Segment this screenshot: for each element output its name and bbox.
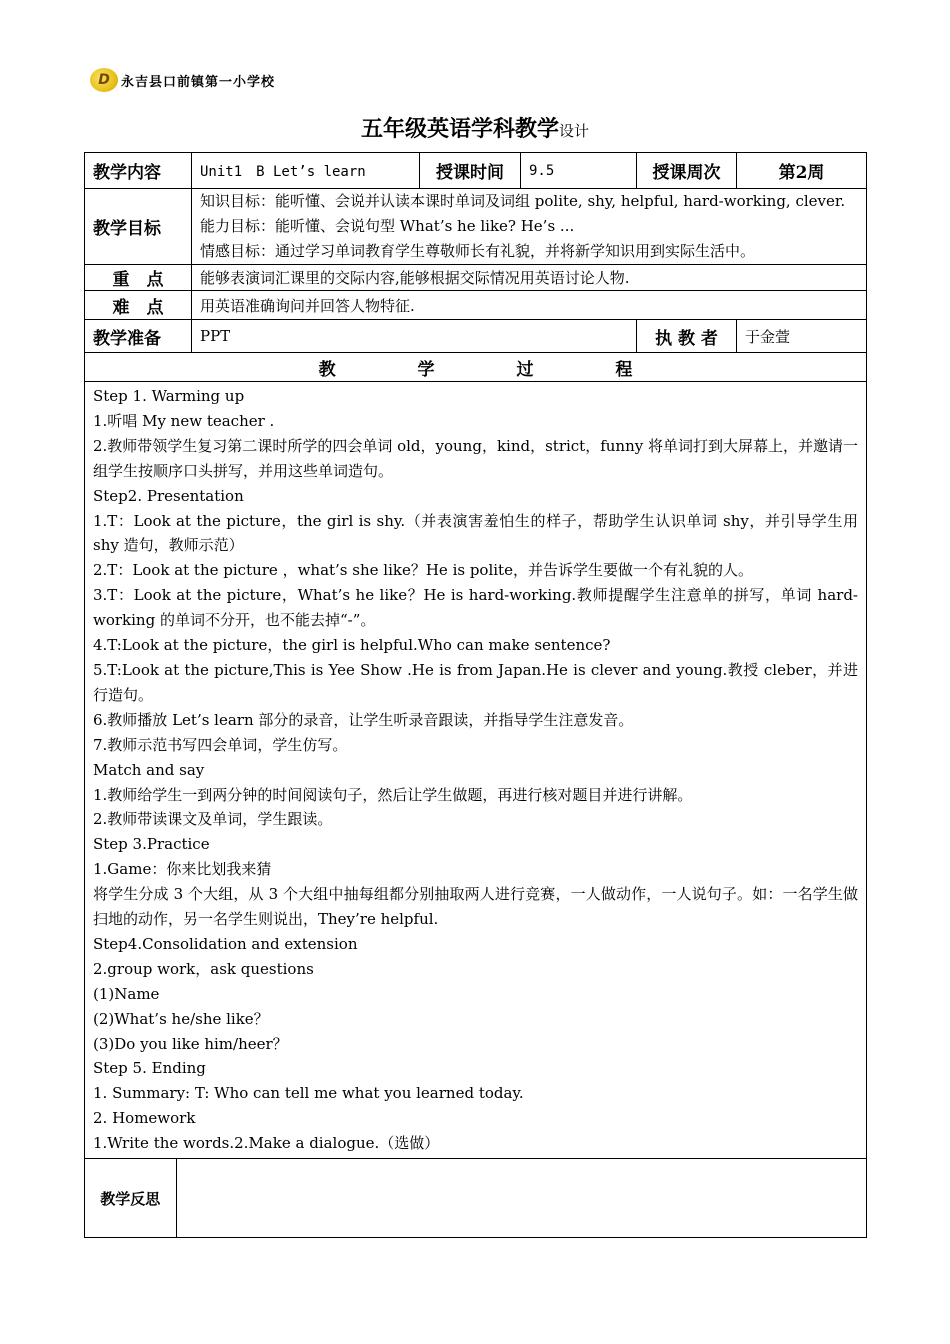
process-heading-row — [85, 353, 867, 382]
process-line: Step4.Consolidation and extension — [93, 934, 358, 953]
objective-ability: 能力目标：能听懂、会说句型 What’s he like? He’s ... — [200, 217, 575, 235]
reflection-value[interactable] — [176, 1159, 866, 1237]
process-heading-char: 学 — [417, 359, 435, 380]
content-label: 教学内容 — [85, 153, 192, 189]
process-line: 2. Homework — [93, 1109, 196, 1128]
document-title — [0, 112, 950, 143]
process-line: 1.Write the words.2.Make a dialogue.（选做） — [93, 1134, 440, 1153]
process-line: 5.T:Look at the picture,This is Yee Show .He is from Japan.He is clever and young.教授 cleber，并进行造句。 — [93, 660, 858, 704]
reflection-row — [85, 1159, 867, 1238]
objective-emotion: 情感目标：通过学习单词教育学生尊敬师长有礼貌，并将新学知识用到实际生活中。 — [200, 242, 756, 260]
lesson-plan-table — [84, 152, 867, 1238]
process-line: 2.教师带读课文及单词，学生跟读。 — [93, 810, 333, 829]
content-value: Unit1 B Let’s learn — [192, 153, 420, 189]
process-line: 6.教师播放 Let’s learn 部分的录音，让学生听录音跟读，并指导学生注意发音。 — [93, 710, 634, 729]
preparation-row — [85, 320, 867, 353]
process-line: Step 3.Practice — [93, 835, 210, 854]
process-line: 1.T：Look at the picture，the girl is shy.（并表演害羞怕生的样子，帮助学生认识单词 shy，并引导学生用 shy 造句，教师示范） — [93, 511, 858, 555]
process-heading-char: 过 — [516, 359, 534, 380]
process-line: 2.group work，ask questions — [93, 959, 314, 978]
process-line: 2.教师带领学生复习第二课时所学的四会单词 old，young，kind，strict，funny 将单词打到大屏幕上，并邀请一组学生按顺序口头拼写，并用这些单词造句。 — [93, 436, 858, 480]
difficulty-row — [85, 291, 867, 320]
objectives-label: 教学目标 — [85, 189, 192, 265]
process-heading-char: 教 — [318, 359, 336, 380]
process-line: 1. Summary: T: Who can tell me what you learned today. — [93, 1084, 524, 1103]
preparation-label: 教学准备 — [85, 320, 192, 353]
title-main: 五年级英语学科教学 — [360, 116, 559, 142]
objective-knowledge: 知识目标：能听懂、会说并认读本课时单词及词组 polite, shy, helpful, hard-working, clever. — [200, 192, 846, 210]
school-name: 永吉县口前镇第一小学校 — [121, 74, 276, 90]
process-heading — [85, 353, 867, 382]
process-line: Step2. Presentation — [93, 486, 244, 505]
process-line: Match and say — [93, 760, 205, 779]
process-line: Step 1. Warming up — [93, 387, 245, 405]
teacher-value: 于金萱 — [737, 320, 867, 353]
process-line: Step 5. Ending — [93, 1059, 206, 1078]
process-line: 1.听唱 My new teacher . — [93, 411, 275, 430]
reflection-cell — [85, 1159, 867, 1238]
week-value: 第2周 — [737, 153, 867, 189]
process-line: 1.Game：你来比划我来猜 — [93, 860, 272, 879]
process-line: 3.T：Look at the picture，What’s he like？He is hard-working.教师提醒学生注意单的拼写，单词 hard-working 的单词不分开，也不能去掉“-”。 — [93, 586, 858, 630]
difficulty-label: 难 点 — [85, 291, 192, 320]
key-point-value: 能够表演词汇课里的交际内容,能够根据交际情况用英语讨论人物. — [192, 265, 867, 291]
reflection-label: 教学反思 — [85, 1159, 176, 1237]
objectives-row — [85, 189, 867, 265]
teacher-label: 执 教 者 — [637, 320, 737, 353]
time-value: 9.5 — [521, 153, 637, 189]
process-line: 7.教师示范书写四会单词，学生仿写。 — [93, 735, 348, 754]
process-line: (2)What’s he/she like？ — [93, 1009, 269, 1028]
reflection-inner — [85, 1159, 866, 1237]
key-point-label: 重 点 — [85, 265, 192, 291]
process-line: (1)Name — [93, 984, 160, 1003]
objectives-content — [192, 189, 867, 265]
process-row — [85, 382, 867, 1159]
week-label: 授课周次 — [637, 153, 737, 189]
difficulty-value: 用英语准确询问并回答人物特征. — [192, 291, 867, 320]
school-header — [90, 68, 275, 92]
process-line: 1.教师给学生一到两分钟的时间阅读句子，然后让学生做题，再进行核对题目并进行讲解。 — [93, 785, 693, 804]
process-line: 将学生分成 3 个大组，从 3 个大组中抽每组都分别抽取两人进行竞赛，一人做动作，一人说句子。如：一名学生做扫地的动作，另一名学生则说出，They’re helpful. — [93, 885, 858, 929]
key-point-row — [85, 265, 867, 291]
preparation-value: PPT — [192, 320, 637, 353]
process-line: 2.T：Look at the picture ，what’s she like？He is polite，并告诉学生要做一个有礼貌的人。 — [93, 561, 753, 580]
info-row — [85, 153, 867, 189]
process-line: (3)Do you like him/heer？ — [93, 1034, 288, 1053]
title-sub: 设计 — [559, 122, 590, 140]
time-label: 授课时间 — [420, 153, 521, 189]
process-content — [85, 382, 867, 1159]
school-logo-icon: D — [90, 68, 118, 92]
process-heading-char: 程 — [615, 359, 633, 380]
process-line: 4.T:Look at the picture，the girl is helpful.Who can make sentence? — [93, 636, 611, 655]
